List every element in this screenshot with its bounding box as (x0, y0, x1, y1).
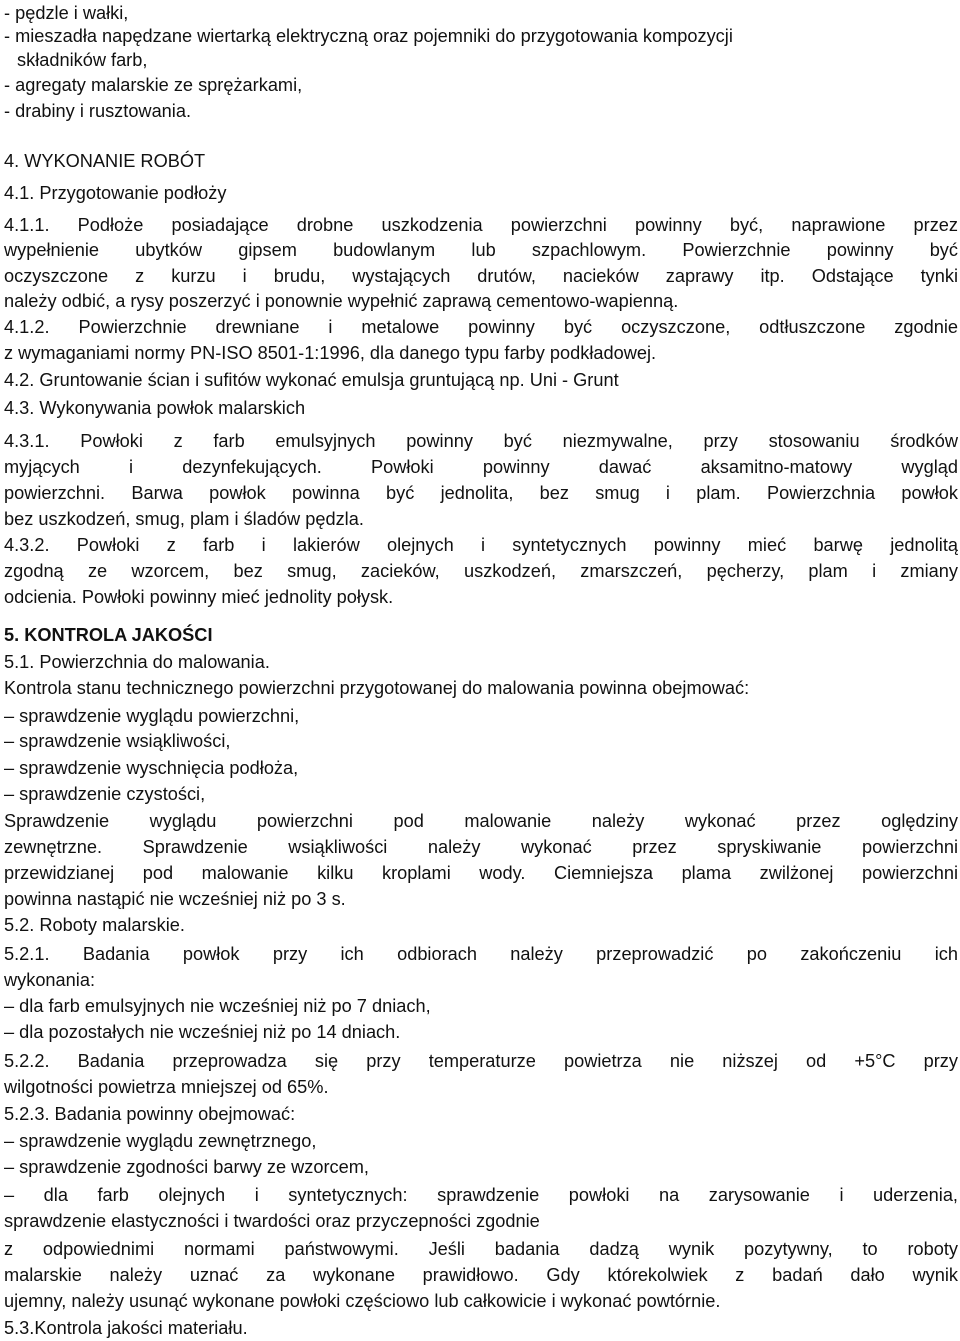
text-line: zgodną ze wzorcem, bez smug, zacieków, uszkodzeń, zmarszczeń, pęcherzy, plam i zmiany (4, 561, 958, 581)
text-line: – dla farb olejnych i syntetycznych: sprawdzenie powłoki na zarysowanie i uderzenia, (4, 1185, 958, 1205)
text-line: 4.3.2. Powłoki z farb i lakierów olejnych i syntetycznych powinny mieć barwę jednolitą (4, 535, 958, 555)
text-line: 5.2.3. Badania powinny obejmować: (4, 1104, 296, 1124)
text-line: wilgotności powietrza mniejszej od 65%. (4, 1077, 329, 1097)
text-line: powierzchni. Barwa powłok powinna być jednolita, bez smug i plam. Powierzchnia powłok (4, 483, 958, 503)
text-line: z wymaganiami normy PN-ISO 8501-1:1996, dla danego typu farby podkładowej. (4, 343, 657, 363)
text-line: 5.1. Powierzchnia do malowania. (4, 652, 270, 672)
text-line: 4. WYKONANIE ROBÓT (4, 151, 206, 171)
text-line: składników farb, (17, 50, 148, 70)
text-line: – sprawdzenie wyglądu zewnętrznego, (4, 1131, 317, 1151)
text-line: należy odbić, a rysy poszerzyć i ponownie wypełnić zaprawą cementowo-wapienną. (4, 291, 679, 311)
text-line: odcienia. Powłoki powinny mieć jednolity połysk. (4, 587, 394, 607)
text-line: zewnętrzne. Sprawdzenie wsiąkliwości należy wykonać przez spryskiwanie powierzchni (4, 837, 958, 857)
text-line: wypełnienie ubytków gipsem budowlanym lub szpachlowym. Powierzchnie powinny być (4, 240, 958, 260)
text-line: 5.2. Roboty malarskie. (4, 915, 185, 935)
text-line: przewidzianej pod malowanie kilku kroplami wody. Ciemniejsza plama zwilżonej powierzchni (4, 863, 958, 883)
text-line: malarskie należy uznać za wykonane prawidłowo. Gdy którekolwiek z badań dało wynik (4, 1265, 958, 1285)
text-line: bez uszkodzeń, smug, plam i śladów pędzla. (4, 509, 364, 529)
text-line: sprawdzenie elastyczności i twardości oraz przyczepności zgodnie (4, 1211, 540, 1231)
text-line: – sprawdzenie wyschnięcia podłoża, (4, 758, 299, 778)
text-line: - drabiny i rusztowania. (4, 101, 192, 121)
text-line: oczyszczone z kurzu i brudu, wystających drutów, nacieków zaprawy itp. Odstające tynki (4, 266, 958, 286)
text-line: Kontrola stanu technicznego powierzchni przygotowanej do malowania powinna obejmować: (4, 678, 750, 698)
text-line: Sprawdzenie wyglądu powierzchni pod malowanie należy wykonać przez oględziny (4, 811, 958, 831)
text-line: - agregaty malarskie ze sprężarkami, (4, 75, 303, 95)
text-line: 4.1.2. Powierzchnie drewniane i metalowe powinny być oczyszczone, odtłuszczone zgodnie (4, 317, 958, 337)
text-line: – sprawdzenie wyglądu powierzchni, (4, 706, 300, 726)
text-line: – dla pozostałych nie wcześniej niż po 14 dniach. (4, 1022, 401, 1042)
text-line: 4.2. Gruntowanie ścian i sufitów wykonać emulsja gruntującą np. Uni - Grunt (4, 370, 619, 390)
text-line: – dla farb emulsyjnych nie wcześniej niż po 7 dniach, (4, 996, 431, 1016)
text-line: - mieszadła napędzane wiertarką elektryczną oraz pojemniki do przygotowania kompozycji (4, 26, 733, 46)
text-line: 5.2.2. Badania przeprowadza się przy temperaturze powietrza nie niższej od +5°C przy (4, 1051, 958, 1071)
text-line: – sprawdzenie zgodności barwy ze wzorcem, (4, 1157, 369, 1177)
text-line: powinna nastąpić nie wcześniej niż po 3 s. (4, 889, 346, 909)
section-heading: 5. KONTROLA JAKOŚCI (4, 625, 213, 645)
text-line: z odpowiednimi normami państwowymi. Jeśli badania dadzą wynik pozytywny, to roboty (4, 1239, 958, 1259)
text-line: 5.2.1. Badania powłok przy ich odbiorach należy przeprowadzić po zakończeniu ich (4, 944, 958, 964)
text-line: ujemny, należy usunąć wykonane powłoki częściowo lub całkowicie i wykonać powtórnie. (4, 1291, 721, 1311)
text-line: wykonania: (4, 970, 95, 990)
text-line: 5.3.Kontrola jakości materiału. (4, 1318, 248, 1338)
text-line: myjących i dezynfekujących. Powłoki powinny dawać aksamitno-matowy wygląd (4, 457, 958, 477)
text-line: 4.3. Wykonywania powłok malarskich (4, 398, 306, 418)
text-line: 4.1. Przygotowanie podłoży (4, 183, 227, 203)
text-line: 4.1.1. Podłoże posiadające drobne uszkodzenia powierzchni powinny być, naprawione przez (4, 215, 958, 235)
text-line: – sprawdzenie czystości, (4, 784, 206, 804)
text-line: – sprawdzenie wsiąkliwości, (4, 731, 231, 751)
text-line: - pędzle i wałki, (4, 3, 129, 23)
text-line: 4.3.1. Powłoki z farb emulsyjnych powinny być niezmywalne, przy stosowaniu środków (4, 431, 958, 451)
